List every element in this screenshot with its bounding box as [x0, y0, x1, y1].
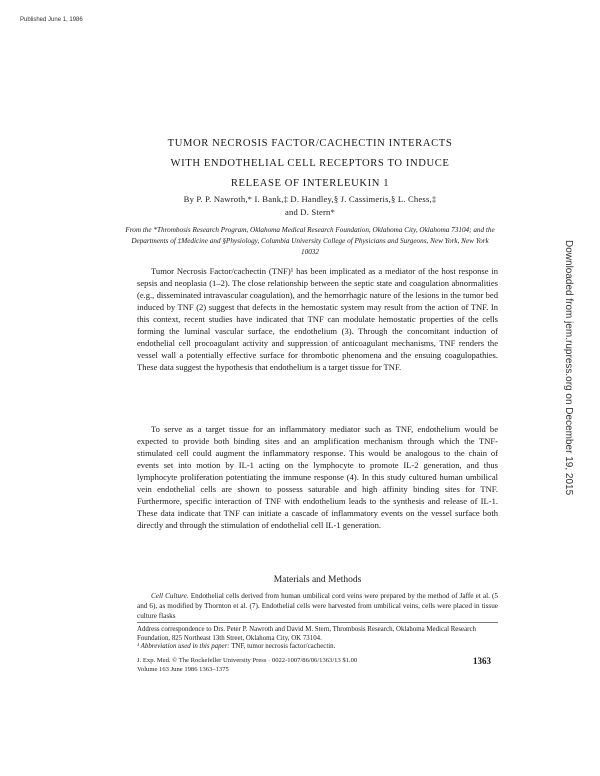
footnote-divider — [137, 622, 498, 623]
intro-paragraph-2-text: To serve as a target tissue for an inflammatory mediator such as TNF, endothelium would be expected to provide both binding sites and an amplification mechanism through which the TNF-stimulated cell could augment the inflammatory response. This would be analogous to the chain of events set into motion by IL-1 acting on the lymphocyte to promote IL-2 generation, and thus lymphocyte proliferation potentiating the immune response (4). In this study cultured human umbilical vein endothelial cells are shown to possess saturable and high affinity binding sites for TNF. Furthermore, specific interaction of TNF with endothelium leads to the synthesis and release of IL-1. These data indicate that TNF can initiate a cascade of inflammatory events on the vessel surface both directly and through the stimulation of endothelial cell IL-1 generation. — [137, 424, 498, 530]
title-line: TUMOR NECROSIS FACTOR/CACHECTIN INTERACTS — [167, 138, 453, 149]
methods-text: Endothelial cells derived from human umbilical cord veins were prepared by the method of Jaffe et al. (5 and 6), as modified by Thornton et al. (7). Endothelial cells were harvested from umbilical veins, cells were placed in tissue culture flasks — [137, 592, 499, 620]
methods-subheading: Cell Culture. — [151, 592, 189, 600]
footnote-abbrev-lead: ¹ Abbreviation used in this paper: — [137, 643, 230, 650]
page-number: 1363 — [473, 656, 491, 666]
download-watermark: Downloaded from jem.rupress.org on December 19, 2015 — [563, 240, 574, 496]
footnote-abbreviations — [137, 642, 498, 651]
methods-paragraph — [137, 591, 498, 621]
authors-line: and D. Stern* — [284, 207, 336, 217]
intro-paragraph-1 — [137, 265, 498, 373]
intro-paragraph-1-text: Tumor Necrosis Factor/cachectin (TNF)¹ has been implicated as a mediator of the host response in sepsis and neoplasia (1–2). The close relationship between the septic state and coagulation abnormalities (e.g., disseminated intravascular coagulation), and the hemorrhagic nature of the lesions in the tumor bed induced by TNF (2) suggest that defects in the hemostatic system may result from the action of TNF. In this context, recent studies have indicated that TNF can modulate hemostatic properties of the cells forming the luminal vascular surface, the endothelium (3). Through the concomitant induction of endothelial cell procoagulant activity and suppression of anticoagulant mechanisms, TNF renders the vessel wall a potentially effective surface for thrombotic phenomena and the ensuing coagulopathies. These data suggest the hypothesis that endothelium is a target tissue for TNF. — [137, 266, 498, 372]
journal-citation — [137, 656, 498, 674]
footnote-abbrev-text: TNF, tumor necrosis factor/cachectin. — [231, 643, 336, 650]
section-heading: Materials and Methods — [273, 575, 362, 585]
published-date-banner: Published June 1, 1986 — [20, 17, 83, 23]
affiliation: From the *Thrombosis Research Program, Oklahoma Medical Research Foundation, Oklahoma City, Oklahoma 73104; and the Departments of ‡Medicine and §Physiology, Columbia University College of Physicians and Surgeons, New York, New York 10032 — [125, 226, 495, 256]
authors-line: By P. P. Nawroth,* I. Bank,‡ D. Handley,§ J. Cassimeris,§ L. Chess,‡ — [183, 194, 437, 204]
title-line: RELEASE OF INTERLEUKIN 1 — [230, 178, 390, 189]
journal-line-1: J. Exp. Med. © The Rockefeller University Press · 0022-1007/86/06/1363/13 $1.00 — [137, 657, 358, 664]
author-list — [110, 193, 510, 219]
article-title — [110, 134, 510, 194]
footnote-address: Address correspondence to Drs. Peter P. Nawroth and David M. Stern, Thrombosis Research, Oklahoma Medical Research Foundation, 825 Northeast 13th Street, Oklahoma City, OK 73104. — [137, 626, 476, 642]
title-line: WITH ENDOTHELIAL CELL RECEPTORS TO INDUCE — [170, 158, 450, 169]
journal-line-2: Volume 163 June 1986 1363–1375 — [137, 666, 229, 673]
intro-paragraph-2 — [137, 423, 498, 531]
